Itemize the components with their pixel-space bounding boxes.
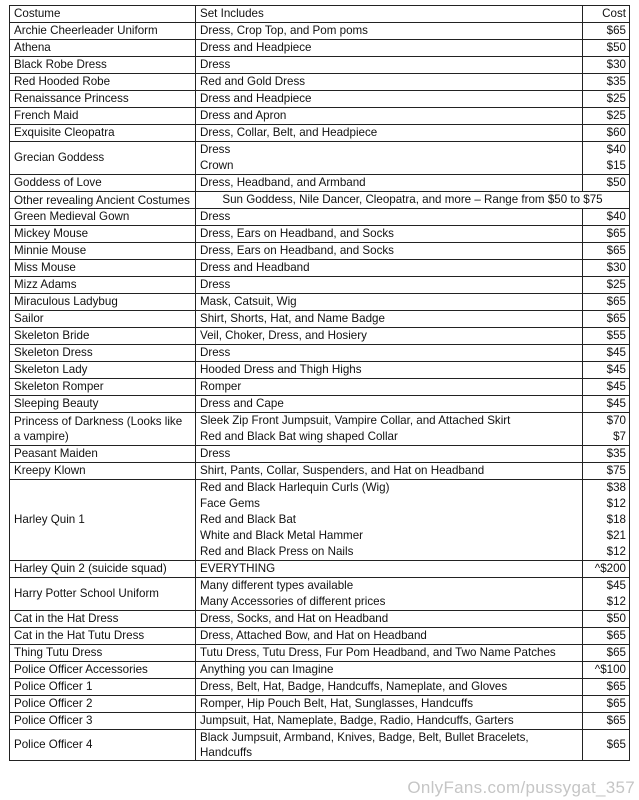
set-item: Face Gems xyxy=(200,497,260,510)
set-item: Dress xyxy=(200,210,231,223)
price: $75 xyxy=(606,464,626,477)
costume-name: Sailor xyxy=(14,312,44,325)
table-row xyxy=(10,396,630,413)
cost-cell xyxy=(583,345,630,362)
table-row xyxy=(10,645,630,662)
set-item: Dress xyxy=(200,346,231,359)
table-row xyxy=(10,209,630,226)
costume-name: Police Officer 3 xyxy=(14,714,93,727)
set-item: Anything you can Imagine xyxy=(200,663,334,676)
price: $30 xyxy=(606,58,626,71)
set-includes-cell xyxy=(196,345,583,362)
set-includes-cell xyxy=(196,294,583,311)
costume-name-cell xyxy=(10,142,196,175)
costume-name: Princess of Darkness (Looks like a vampire) xyxy=(14,415,183,443)
set-includes-cell xyxy=(196,40,583,57)
price: $30 xyxy=(606,261,626,274)
costume-name-cell xyxy=(10,679,196,696)
set-item: Dress xyxy=(200,58,231,71)
header-row xyxy=(10,6,630,23)
table-row xyxy=(10,142,630,175)
price: $7 xyxy=(613,430,626,443)
cost-cell xyxy=(583,40,630,57)
costume-name: Minnie Mouse xyxy=(14,244,87,257)
price: $65 xyxy=(606,680,626,693)
cost-cell xyxy=(583,311,630,328)
price: $45 xyxy=(606,579,626,592)
set-includes-cell xyxy=(196,243,583,260)
costume-name: Athena xyxy=(14,41,51,54)
cost-cell xyxy=(583,108,630,125)
set-includes-cell xyxy=(196,679,583,696)
cost-cell xyxy=(583,260,630,277)
set-item: Dress xyxy=(200,143,231,156)
set-item: Crown xyxy=(200,159,234,172)
set-item: Dress and Cape xyxy=(200,397,284,410)
set-includes-cell xyxy=(196,57,583,74)
price: ^$200 xyxy=(594,562,626,575)
price: $12 xyxy=(606,545,626,558)
set-includes-cell xyxy=(196,662,583,679)
cost-cell xyxy=(583,125,630,142)
costume-name-cell xyxy=(10,645,196,662)
cost-cell xyxy=(583,413,630,446)
cost-cell xyxy=(583,379,630,396)
cost-cell xyxy=(583,480,630,561)
costume-name: Skeleton Lady xyxy=(14,363,88,376)
price: $65 xyxy=(606,714,626,727)
table-row xyxy=(10,277,630,294)
costume-name: Police Officer 1 xyxy=(14,680,93,693)
table-row xyxy=(10,226,630,243)
table-row xyxy=(10,362,630,379)
costume-table-body xyxy=(10,23,630,761)
cost-cell xyxy=(583,662,630,679)
costume-name: Miss Mouse xyxy=(14,261,76,274)
table-row xyxy=(10,379,630,396)
set-item: Dress and Headpiece xyxy=(200,92,312,105)
cost-cell xyxy=(583,175,630,192)
set-includes-cell xyxy=(196,91,583,108)
cost-cell xyxy=(583,463,630,480)
table-row xyxy=(10,628,630,645)
set-includes-cell xyxy=(196,23,583,40)
costume-name-cell xyxy=(10,175,196,192)
table-row xyxy=(10,578,630,611)
cost-cell xyxy=(583,713,630,730)
costume-name-cell xyxy=(10,57,196,74)
price: $45 xyxy=(606,363,626,376)
costume-name: Police Officer 2 xyxy=(14,697,93,710)
set-includes-cell xyxy=(196,611,583,628)
price: $65 xyxy=(606,646,626,659)
price: $65 xyxy=(606,697,626,710)
set-item: Dress and Apron xyxy=(200,109,287,122)
table-row xyxy=(10,413,630,446)
set-includes-cell xyxy=(196,628,583,645)
costume-name: Exquisite Cleopatra xyxy=(14,126,115,139)
price: $25 xyxy=(606,278,626,291)
costume-name-cell xyxy=(10,277,196,294)
costume-name-cell xyxy=(10,108,196,125)
cost-cell xyxy=(583,243,630,260)
costume-name-cell xyxy=(10,74,196,91)
price: $25 xyxy=(606,92,626,105)
table-row xyxy=(10,175,630,192)
table-row xyxy=(10,311,630,328)
set-item: Dress, Crop Top, and Pom poms xyxy=(200,24,368,37)
costume-name-cell xyxy=(10,40,196,57)
table-row xyxy=(10,730,630,761)
set-item: Sleek Zip Front Jumpsuit, Vampire Collar, and Attached Skirt xyxy=(200,414,511,427)
price: $45 xyxy=(606,380,626,393)
price: $35 xyxy=(606,447,626,460)
table-row xyxy=(10,74,630,91)
price: $45 xyxy=(606,397,626,410)
table-row xyxy=(10,243,630,260)
set-item: Many Accessories of different prices xyxy=(200,595,386,608)
set-includes-cell xyxy=(196,74,583,91)
costume-table xyxy=(9,5,630,761)
price: $65 xyxy=(606,295,626,308)
set-item: Dress xyxy=(200,447,231,460)
set-item: Tutu Dress, Tutu Dress, Fur Pom Headband, and Two Name Patches xyxy=(200,646,556,659)
set-includes-cell xyxy=(196,108,583,125)
costume-name: Green Medieval Gown xyxy=(14,210,130,223)
costume-name: Grecian Goddess xyxy=(14,151,105,164)
costume-column-header: Costume xyxy=(10,6,196,23)
price: ^$100 xyxy=(594,663,626,676)
costume-name-cell xyxy=(10,730,196,761)
table-row xyxy=(10,57,630,74)
price: $65 xyxy=(606,629,626,642)
costume-name-cell xyxy=(10,362,196,379)
cost-cell xyxy=(583,226,630,243)
watermark: OnlyFans.com/pussygat_357 xyxy=(407,778,635,797)
set-includes-cell xyxy=(196,463,583,480)
set-item: Dress, Ears on Headband, and Socks xyxy=(200,244,394,257)
costume-name: Kreepy Klown xyxy=(14,464,86,477)
set-includes-cell xyxy=(196,125,583,142)
costume-name-cell xyxy=(10,294,196,311)
price: $70 xyxy=(606,414,626,427)
cost-column-header: Cost xyxy=(583,6,630,23)
cost-cell xyxy=(583,645,630,662)
set-item: Shirt, Pants, Collar, Suspenders, and Hat on Headband xyxy=(200,464,485,477)
costume-name: Renaissance Princess xyxy=(14,92,129,105)
table-row xyxy=(10,662,630,679)
costume-name-cell xyxy=(10,260,196,277)
set-includes-cell xyxy=(196,226,583,243)
table-row xyxy=(10,679,630,696)
costume-name: Mizz Adams xyxy=(14,278,77,291)
costume-name: Skeleton Romper xyxy=(14,380,104,393)
price: $50 xyxy=(606,612,626,625)
set-includes-column-header: Set Includes xyxy=(196,6,583,23)
costume-name: Police Officer 4 xyxy=(14,738,93,751)
set-includes-cell xyxy=(196,713,583,730)
set-item: Mask, Catsuit, Wig xyxy=(200,295,297,308)
set-item: Red and Gold Dress xyxy=(200,75,306,88)
set-includes-cell xyxy=(196,578,583,611)
table-row xyxy=(10,713,630,730)
cost-cell xyxy=(583,730,630,761)
set-item: Dress and Headband xyxy=(200,261,310,274)
price: $18 xyxy=(606,513,626,526)
set-includes-cell xyxy=(196,362,583,379)
cost-cell xyxy=(583,679,630,696)
set-includes-cell xyxy=(196,209,583,226)
price: $35 xyxy=(606,75,626,88)
price: $12 xyxy=(606,497,626,510)
cost-cell xyxy=(583,57,630,74)
table-row xyxy=(10,696,630,713)
price: $15 xyxy=(606,159,626,172)
price: $40 xyxy=(606,210,626,223)
cost-cell xyxy=(583,396,630,413)
costume-name-cell xyxy=(10,209,196,226)
set-item: Red and Black Harlequin Curls (Wig) xyxy=(200,481,390,494)
set-item: Romper, Hip Pouch Belt, Hat, Sunglasses, Handcuffs xyxy=(200,697,474,710)
price: $40 xyxy=(606,143,626,156)
cost-cell xyxy=(583,611,630,628)
price: $25 xyxy=(606,109,626,122)
table-row xyxy=(10,345,630,362)
costume-name-cell xyxy=(10,696,196,713)
costume-name: Miraculous Ladybug xyxy=(14,295,118,308)
set-item: Red and Black Bat wing shaped Collar xyxy=(200,430,398,443)
costume-name: Thing Tutu Dress xyxy=(14,646,103,659)
set-item: Hooded Dress and Thigh Highs xyxy=(200,363,362,376)
costume-name-cell xyxy=(10,446,196,463)
set-includes-cell xyxy=(196,311,583,328)
set-item: Black Jumpsuit, Armband, Knives, Badge, Belt, Bullet Bracelets, Handcuffs xyxy=(200,731,529,759)
set-item: EVERYTHING xyxy=(200,562,276,575)
costume-name-cell xyxy=(10,611,196,628)
set-item: Red and Black Press on Nails xyxy=(200,545,354,558)
cost-cell xyxy=(583,91,630,108)
table-row xyxy=(10,446,630,463)
costume-name: Harley Quin 1 xyxy=(14,513,85,526)
table-row xyxy=(10,294,630,311)
costume-name: Sleeping Beauty xyxy=(14,397,99,410)
set-item: Dress and Headpiece xyxy=(200,41,312,54)
set-item: Dress xyxy=(200,278,231,291)
cost-cell xyxy=(583,561,630,578)
price: $55 xyxy=(606,329,626,342)
table-row xyxy=(10,192,630,209)
table-row xyxy=(10,91,630,108)
costume-name: Mickey Mouse xyxy=(14,227,89,240)
price: $45 xyxy=(606,346,626,359)
costume-name: Red Hooded Robe xyxy=(14,75,111,88)
costume-name-cell xyxy=(10,463,196,480)
set-item: Romper xyxy=(200,380,242,393)
set-item: Veil, Choker, Dress, and Hosiery xyxy=(200,329,367,342)
costume-name: Other revealing Ancient Costumes xyxy=(14,193,190,207)
set-includes-cell xyxy=(196,645,583,662)
cost-cell xyxy=(583,142,630,175)
costume-name: Goddess of Love xyxy=(14,176,102,189)
set-item: Dress, Collar, Belt, and Headpiece xyxy=(200,126,378,139)
set-includes-cell xyxy=(196,260,583,277)
price: $38 xyxy=(606,481,626,494)
costume-name-cell xyxy=(10,226,196,243)
set-includes-cell xyxy=(196,413,583,446)
price: $12 xyxy=(606,595,626,608)
costume-name-cell xyxy=(10,379,196,396)
set-item: White and Black Metal Hammer xyxy=(200,529,364,542)
set-includes-cell xyxy=(196,730,583,761)
cost-cell xyxy=(583,294,630,311)
cost-cell xyxy=(583,277,630,294)
price: $21 xyxy=(606,529,626,542)
set-includes-cell xyxy=(196,696,583,713)
table-row xyxy=(10,463,630,480)
table-row xyxy=(10,328,630,345)
set-includes-cell xyxy=(196,142,583,175)
price: $65 xyxy=(606,312,626,325)
costume-name: Peasant Maiden xyxy=(14,447,98,460)
costume-name-cell xyxy=(10,628,196,645)
price: $65 xyxy=(606,24,626,37)
costume-name: Harry Potter School Uniform xyxy=(14,587,159,600)
price: $50 xyxy=(606,176,626,189)
cost-cell xyxy=(583,628,630,645)
costume-name-cell xyxy=(10,561,196,578)
costume-name: Police Officer Accessories xyxy=(14,663,148,676)
costume-name-cell xyxy=(10,23,196,40)
costume-name: Cat in the Hat Tutu Dress xyxy=(14,629,145,642)
cost-cell xyxy=(583,446,630,463)
cost-cell xyxy=(583,328,630,345)
costume-name: French Maid xyxy=(14,109,79,122)
costume-name: Harley Quin 2 (suicide squad) xyxy=(14,562,167,575)
table-row xyxy=(10,125,630,142)
set-includes-cell xyxy=(196,446,583,463)
cost-cell xyxy=(583,23,630,40)
set-item: Dress, Attached Bow, and Hat on Headband xyxy=(200,629,427,642)
costume-name-cell xyxy=(10,311,196,328)
set-item: Dress, Belt, Hat, Badge, Handcuffs, Nameplate, and Gloves xyxy=(200,680,508,693)
costume-name-cell xyxy=(10,243,196,260)
set-includes-cell xyxy=(196,379,583,396)
costume-name: Archie Cheerleader Uniform xyxy=(14,24,158,37)
price: $60 xyxy=(606,126,626,139)
price: $65 xyxy=(606,227,626,240)
set-item: Dress, Ears on Headband, and Socks xyxy=(200,227,394,240)
table-row xyxy=(10,108,630,125)
cost-cell xyxy=(583,362,630,379)
set-includes-cell xyxy=(196,175,583,192)
costume-name-cell xyxy=(10,713,196,730)
costume-name-cell xyxy=(10,345,196,362)
costume-name: Cat in the Hat Dress xyxy=(14,612,119,625)
cost-cell xyxy=(583,74,630,91)
price: $65 xyxy=(606,244,626,257)
costume-name: Skeleton Dress xyxy=(14,346,93,359)
table-row xyxy=(10,561,630,578)
costume-name-cell xyxy=(10,413,196,446)
set-item: Shirt, Shorts, Hat, and Name Badge xyxy=(200,312,385,325)
set-item: Dress, Headband, and Armband xyxy=(200,176,366,189)
costume-name-cell xyxy=(10,192,196,209)
costume-price-sheet xyxy=(9,5,629,761)
set-includes-cell xyxy=(196,328,583,345)
costume-name: Black Robe Dress xyxy=(14,58,107,71)
set-item: Red and Black Bat xyxy=(200,513,297,526)
cost-cell xyxy=(583,696,630,713)
costume-name-cell xyxy=(10,480,196,561)
merged-description-cell: Sun Goddess, Nile Dancer, Cleopatra, and more – Range from $50 to $75 xyxy=(196,192,630,209)
cost-cell xyxy=(583,578,630,611)
cost-cell xyxy=(583,209,630,226)
costume-name-cell xyxy=(10,396,196,413)
price: $50 xyxy=(606,41,626,54)
set-includes-cell xyxy=(196,277,583,294)
costume-name-cell xyxy=(10,125,196,142)
set-includes-cell xyxy=(196,396,583,413)
price: $65 xyxy=(606,738,626,751)
table-row xyxy=(10,611,630,628)
costume-name-cell xyxy=(10,578,196,611)
set-includes-cell xyxy=(196,480,583,561)
set-includes-cell xyxy=(196,561,583,578)
costume-name-cell xyxy=(10,91,196,108)
set-item: Jumpsuit, Hat, Nameplate, Badge, Radio, Handcuffs, Garters xyxy=(200,714,514,727)
table-row xyxy=(10,40,630,57)
set-item: Dress, Socks, and Hat on Headband xyxy=(200,612,389,625)
costume-name-cell xyxy=(10,328,196,345)
table-row xyxy=(10,23,630,40)
table-row xyxy=(10,480,630,561)
set-item: Many different types available xyxy=(200,579,354,592)
costume-name-cell xyxy=(10,662,196,679)
costume-name: Skeleton Bride xyxy=(14,329,90,342)
table-row xyxy=(10,260,630,277)
